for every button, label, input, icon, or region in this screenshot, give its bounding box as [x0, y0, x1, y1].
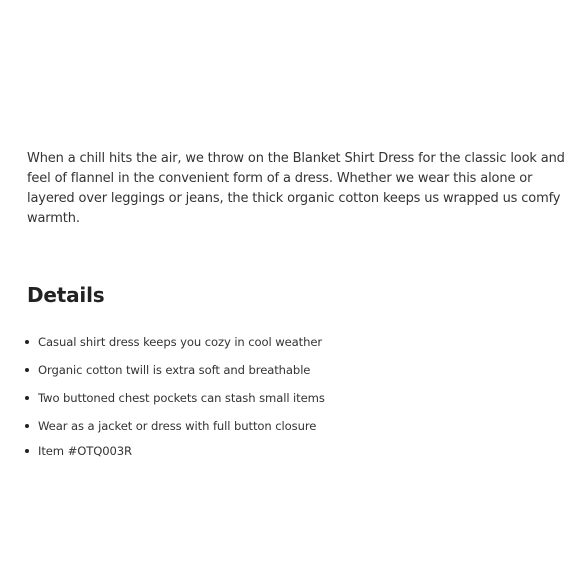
bullet-icon: [25, 340, 29, 344]
bullet-icon: [25, 368, 29, 372]
bullet-icon: [25, 449, 29, 453]
details-list-item: [27, 335, 567, 349]
details-list-item: [27, 363, 567, 377]
details-list-item: [27, 391, 567, 405]
details-heading: Details: [27, 283, 105, 307]
details-item-text: Two buttoned chest pockets can stash small items: [38, 391, 325, 405]
bullet-icon: [25, 396, 29, 400]
details-list-item: [27, 444, 567, 458]
details-item-text: Wear as a jacket or dress with full button closure: [38, 419, 317, 433]
details-list-item: [27, 419, 567, 433]
details-item-text: Item #OTQ003R: [38, 444, 133, 458]
details-list: [27, 335, 567, 458]
product-description: When a chill hits the air, we throw on the Blanket Shirt Dress for the classic look and feel of flannel in the convenient form of a dress. Whether we wear this alone or layered over leggings or jeans, the thick organic cotton keeps us wrapped us comfy warmth.: [27, 151, 565, 226]
product-details-section: [27, 149, 567, 458]
details-item-text: Casual shirt dress keeps you cozy in cool weather: [38, 335, 323, 349]
details-item-text: Organic cotton twill is extra soft and breathable: [38, 363, 311, 377]
bullet-icon: [25, 424, 29, 428]
